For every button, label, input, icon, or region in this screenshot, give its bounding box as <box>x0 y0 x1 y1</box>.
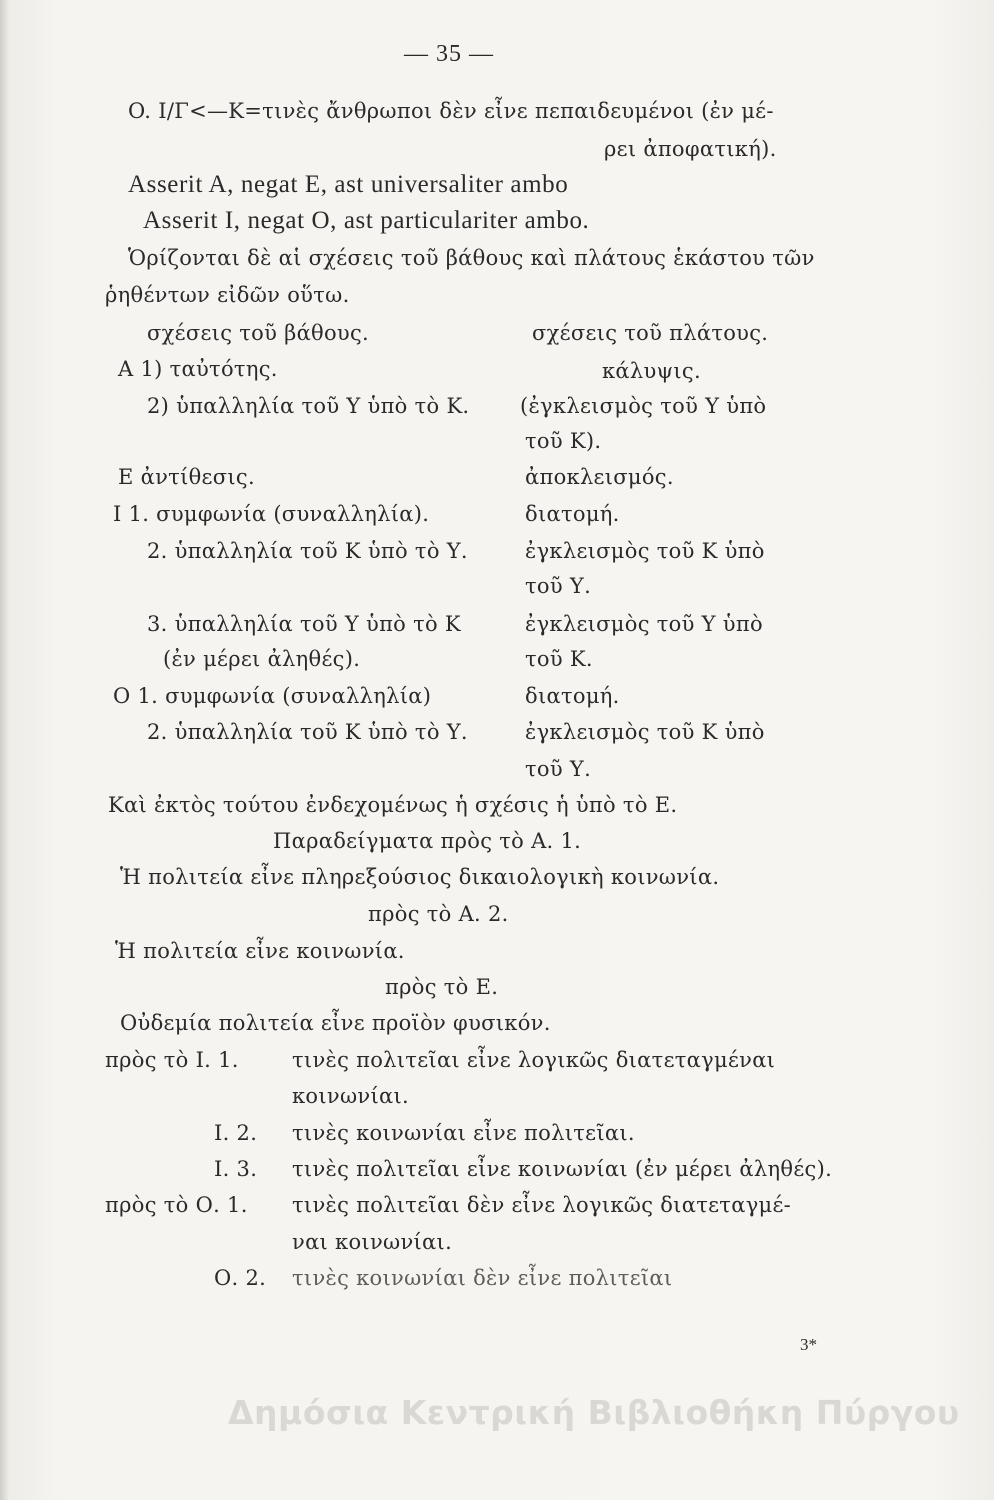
example-text: ναι κοινωνίαι. <box>292 1230 453 1254</box>
table-right-cell: ἀποκλεισμός. <box>525 465 674 489</box>
table-left-cell: Ε ἀντίθεσις. <box>118 465 255 489</box>
page-number: — 35 — <box>404 41 494 67</box>
example-ref: πρὸς τὸ Ο. 1. <box>105 1193 248 1217</box>
text-line: Ἡ πολιτεία εἶνε κοινωνία. <box>115 939 405 963</box>
text-line: Ἡ πολιτεία εἶνε πληρεξούσιος δικαιολογικὴ κοινωνία. <box>120 865 720 889</box>
example-ref: Ο. 2. <box>214 1266 267 1290</box>
table-right-cell: ἐγκλεισμὸς τοῦ Κ ὑπὸ <box>525 720 765 744</box>
table-right-cell: διατομή. <box>525 684 620 708</box>
table-right-cell: τοῦ Υ. <box>525 757 592 781</box>
table-left-cell: Ι 1. συμφωνία (συναλληλία). <box>113 502 430 526</box>
table-right-cell: (ἐγκλεισμὸς τοῦ Υ ὑπὸ <box>520 394 767 418</box>
table-left-cell: 3. ὑπαλληλία τοῦ Υ ὑπὸ τὸ Κ <box>147 612 461 636</box>
table-right-cell: κάλυψις. <box>602 359 701 383</box>
table-left-cell: (ἐν μέρει ἀληθές). <box>163 647 361 671</box>
example-ref: πρὸς τὸ Ι. 1. <box>105 1048 239 1072</box>
table-right-header: σχέσεις τοῦ πλάτους. <box>532 321 769 345</box>
table-left-cell: 2. ὑπαλληλία τοῦ Κ ὑπὸ τὸ Υ. <box>147 539 468 563</box>
examples-subheading: πρὸς τὸ Α. 2. <box>368 902 509 926</box>
signature-mark: 3* <box>800 1335 817 1354</box>
example-text: τινὲς κοινωνίαι εἶνε πολιτεῖαι. <box>292 1121 635 1145</box>
table-left-cell: A 1) ταὐτότης. <box>118 357 278 381</box>
example-text: κοινωνίαι. <box>292 1084 409 1108</box>
table-right-cell: ἐγκλεισμὸς τοῦ Υ ὑπὸ <box>525 612 763 636</box>
text-line: Οὐδεμία πολιτεία εἶνε προϊὸν φυσικόν. <box>120 1011 551 1035</box>
latin-line: Asserit I, negat O, ast particulariter ambo. <box>143 207 590 234</box>
example-text: τινὲς κοινωνίαι δὲν εἶνε πολιτεῖαι <box>292 1266 673 1290</box>
text-line: Καὶ ἐκτὸς τούτου ἐνδεχομένως ἡ σχέσις ἡ ὑπὸ τὸ Ε. <box>108 793 678 817</box>
table-right-cell: τοῦ Κ. <box>525 647 593 671</box>
example-text: τινὲς πολιτεῖαι εἶνε λογικῶς διατεταγμέναι <box>292 1048 776 1072</box>
examples-subheading: πρὸς τὸ Ε. <box>385 975 499 999</box>
library-watermark: Δημόσια Κεντρική Βιβλιοθήκη Πύργου <box>228 1393 960 1432</box>
latin-line: Asserit A, negat E, ast universaliter ambo <box>128 171 569 198</box>
example-text: τινὲς πολιτεῖαι εἶνε κοινωνίαι (ἐν μέρει ἀληθές). <box>292 1157 833 1181</box>
example-text: τινὲς πολιτεῖαι δὲν εἶνε λογικῶς διατεταγμέ- <box>292 1193 792 1217</box>
table-left-header: σχέσεις τοῦ βάθους. <box>147 321 370 345</box>
page-spine-shadow <box>0 0 10 1500</box>
example-ref: Ι. 3. <box>214 1157 258 1181</box>
table-left-cell: 2) ὑπαλληλία τοῦ Υ ὑπὸ τὸ Κ. <box>147 394 470 418</box>
table-right-cell: ἐγκλεισμὸς τοῦ Κ ὑπὸ <box>525 539 765 563</box>
table-left-cell: O 1. συμφωνία (συναλληλία) <box>113 684 432 708</box>
text-line: ρει ἀποφατική). <box>604 137 777 161</box>
table-left-cell: 2. ὑπαλληλία τοῦ Κ ὑπὸ τὸ Υ. <box>147 720 468 744</box>
table-right-cell: τοῦ Υ. <box>525 574 592 598</box>
text-line: O. I/Γ<—Κ=τινὲς ἄνθρωποι δὲν εἶνε πεπαιδευμένοι (ἐν μέ- <box>128 99 774 123</box>
example-ref: Ι. 2. <box>214 1121 258 1145</box>
text-line: ῥηθέντων εἰδῶν οὕτω. <box>105 283 350 307</box>
text-line: Ὁρίζονται δὲ αἱ σχέσεις τοῦ βάθους καὶ πλάτους ἑκάστου τῶν <box>128 246 815 270</box>
examples-heading: Παραδείγματα πρὸς τὸ Α. 1. <box>273 829 582 853</box>
table-right-cell: τοῦ Κ). <box>525 429 602 453</box>
table-right-cell: διατομή. <box>525 502 620 526</box>
